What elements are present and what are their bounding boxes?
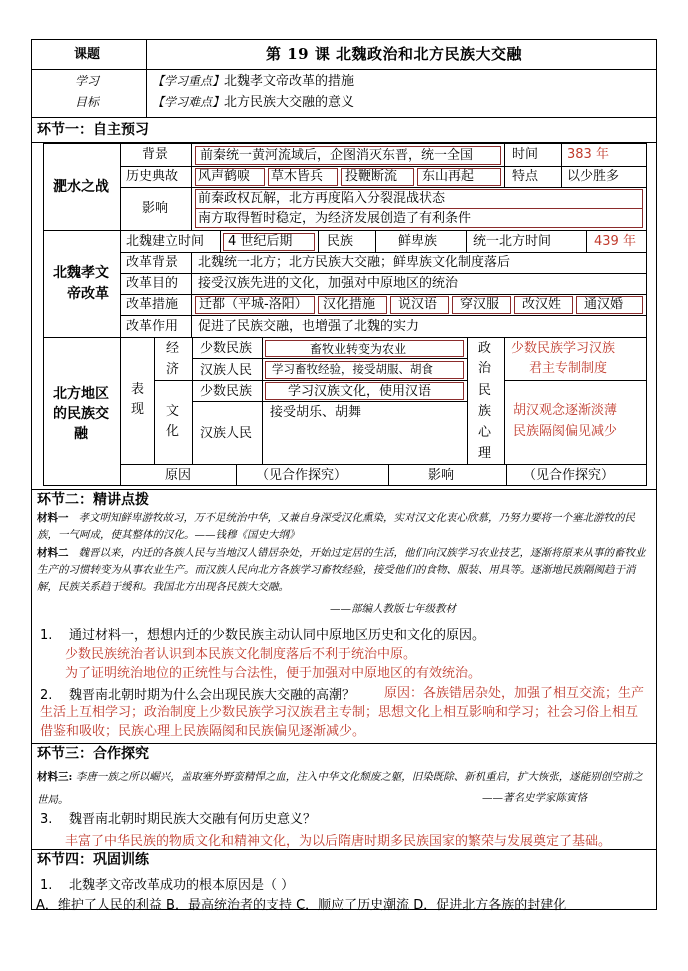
- reform-found-value: 4 世纪后期: [228, 234, 293, 249]
- idiom-1: 风声鹤唳: [198, 169, 251, 184]
- econ-han-value: 学习畜牧经验，接受胡服、胡食: [272, 362, 433, 376]
- material-3-text: 李唐一族之所以崛兴，盖取塞外野蛮精悍之血，注入中华文化颓废之躯，旧染既除、新机重启，扩大恢张，遂能别创空前之世局。: [37, 771, 643, 806]
- reform-ethnic-label: 民族: [327, 234, 354, 249]
- material-3: [37, 766, 647, 812]
- material-2: [37, 545, 647, 596]
- answer-1-2: 为了证明统治地位的正统性与合法性，便于加强对中原地区的有效统治。: [65, 666, 482, 681]
- reform-name-1: 北魏孝文: [53, 265, 109, 281]
- measure-5: 改汉姓: [522, 297, 562, 312]
- politics-label-2: 治: [478, 361, 492, 376]
- politics-value-1: 少数民族学习汉族: [511, 341, 616, 356]
- reform-bg-value: 北魏统一北方；北方民族大交融；鲜卑族文化制度落后: [198, 255, 511, 270]
- fusion-econ-label-1: 经: [166, 341, 180, 356]
- answer-2: 原因：各族错居杂处，加强了相互交流；生产生活上互相学习；政治制度上少数民族学习汉族君主专制；思想文化上相互影响和学习；社会习俗上相互借鉴和吸收；民族心理上民族隔阂和民族偏见逐渐减少。: [40, 686, 645, 739]
- section4-title: 环节四：巩固训练: [37, 852, 149, 868]
- exercise-1: 1. 北魏孝文帝改革成功的根本原因是（ ）: [40, 878, 295, 893]
- reform-name-2: 帝改革: [67, 286, 109, 302]
- focus-text: 北魏孝文帝改革的措施: [224, 74, 355, 89]
- material-1: [37, 510, 647, 544]
- psych-label-4: 理: [478, 446, 492, 461]
- exercise-1-text: 北魏孝文帝改革成功的根本原因是（ ）: [68, 878, 295, 893]
- question-2: 2. 魏晋南北朝时期为什么会出现民族大交融的高潮？: [40, 688, 355, 703]
- politics-label-1: 政: [478, 341, 492, 356]
- material-2-text: 魏晋以来，内迁的各族人民与当地汉人错居杂处，开始过定居的生活，他们向汉族学习农业技艺，逐渐将原来从事的畜牧业生产的习惯转变为从事农业生产。而汉族人民向北方各族学习畜牧经验，接受他们的食物、服装、用具等。逐渐地民族隔阂趋于消解，民族关系趋于缓和。我国北方出现各民族大交融。: [37, 547, 646, 593]
- measure-2: 汉化措施: [323, 297, 376, 312]
- reform-measures-label: 改革措施: [126, 297, 179, 312]
- culture-han-value: 接受胡乐、胡舞: [270, 405, 362, 420]
- material-1-text: 孝文明知鲜卑游牧故习，万不足统治中华，又兼自身深受汉化熏染，实对汉文化衷心欣慕，乃努力要将一个塞北游牧的民族，一气呵成，使其整体的汉化。——钱穆《国史大纲》: [37, 512, 636, 541]
- goals-label-1: 学习: [75, 74, 100, 88]
- reform-found-label: 北魏建立时间: [126, 234, 205, 249]
- fusion-perf-label-1: 表: [131, 382, 145, 397]
- feishui-feature-value: 以少胜多: [567, 169, 620, 184]
- idiom-2: 草木皆兵: [271, 169, 324, 184]
- section2-title: 环节二：精讲点拨: [37, 492, 149, 508]
- psych-label-3: 心: [478, 425, 492, 440]
- reform-unify-value: 439 年: [594, 234, 636, 249]
- fusion-impact-label: 影响: [428, 468, 455, 483]
- material-3-source: ——著名史学家陈寅恪: [482, 792, 587, 804]
- reform-effect-value: 促进了民族交融，也增强了北魏的实力: [198, 319, 420, 334]
- measure-6: 通汉婚: [584, 297, 624, 312]
- page-title: 第 19 课 北魏政治和北方民族大交融: [266, 45, 523, 63]
- feishui-time-label: 时间: [512, 147, 539, 162]
- feishui-time-value: 383 年: [567, 147, 609, 162]
- fusion-name-2: 的民族交: [53, 406, 109, 422]
- fusion-name-1: 北方地区: [53, 386, 109, 402]
- reform-ethnic-value: 鲜卑族: [398, 234, 438, 249]
- reform-unify-label: 统一北方时间: [473, 234, 552, 249]
- question-2-text: 魏晋南北朝时期为什么会出现民族大交融的高潮？: [68, 688, 355, 703]
- feishui-effect-label: 影响: [142, 201, 169, 216]
- answer-1-1: 少数民族统治者认识到本民族文化制度落后不利于统治中原。: [65, 647, 417, 662]
- reform-goal-label: 改革目的: [126, 276, 179, 291]
- answer-3: 丰富了中华民族的物质文化和精神文化，为以后隋唐时期多民族国家的繁荣与发展奠定了基础。: [65, 834, 612, 849]
- feishui-effect-1: 前秦政权瓦解，北方再度陷入分裂混战状态: [198, 191, 446, 206]
- psych-label-2: 族: [478, 404, 492, 419]
- section1-title: 环节一：自主预习: [37, 122, 149, 138]
- question-3-text: 魏晋南北朝时期民族大交融有何历史意义？: [68, 812, 316, 827]
- reform-goal-value: 接受汉族先进的文化，加强对中原地区的统治: [198, 276, 459, 291]
- measure-1: 迁都（平城-洛阳）: [199, 297, 308, 312]
- question-3: 3. 魏晋南北朝时期民族大交融有何历史意义？: [40, 812, 316, 827]
- fusion-culture-label-2: 化: [166, 424, 180, 439]
- culture-minority-value: 学习汉族文化，使用汉语: [288, 384, 432, 399]
- psych-value-1: 胡汉观念逐渐淡薄: [513, 403, 618, 418]
- material-1-tag: 材料一: [37, 512, 69, 524]
- difficulty-text: 北方民族大交融的意义: [224, 95, 355, 110]
- culture-han-label: 汉族人民: [200, 426, 253, 441]
- econ-minority-label: 少数民族: [200, 341, 253, 356]
- fusion-impact-value: （见合作探究）: [523, 468, 615, 483]
- fusion-name-3: 融: [74, 426, 88, 442]
- feishui-bg-label: 背景: [142, 147, 169, 162]
- feishui-idiom-label: 历史典故: [126, 169, 179, 184]
- reform-bg-label: 改革背景: [126, 255, 179, 270]
- fusion-econ-label-2: 济: [166, 362, 180, 377]
- feishui-effect-2: 南方取得暂时稳定，为经济发展创造了有利条件: [198, 211, 472, 226]
- econ-han-label: 汉族人民: [200, 363, 253, 378]
- exercise-1-options: A．维护了人民的利益 B．最高统治者的支持 C．顺应了历史潮流 D．促进北方各族的封建化: [36, 898, 567, 913]
- idiom-3: 投鞭断流: [345, 169, 398, 184]
- material-2-tag: 材料二: [37, 547, 69, 559]
- politics-value-2: 君主专制制度: [529, 361, 608, 376]
- fusion-perf-label-2: 现: [131, 402, 145, 417]
- fusion-culture-label-1: 文: [166, 404, 180, 419]
- measure-3: 说汉语: [398, 297, 438, 312]
- measure-4: 穿汉服: [460, 297, 500, 312]
- fusion-reason-value: （见合作探究）: [256, 468, 348, 483]
- idiom-4: 东山再起: [422, 169, 475, 184]
- material-2-source: ——部编人教版七年级教材: [330, 603, 456, 615]
- econ-minority-value: 畜牧业转变为农业: [310, 342, 407, 356]
- goals-label-2: 目标: [75, 95, 100, 109]
- fusion-reason-label: 原因: [165, 468, 192, 483]
- feishui-feature-label: 特点: [512, 169, 539, 184]
- header-label: 课题: [74, 47, 101, 62]
- question-1-text: 通过材料一，想想内迁的少数民族主动认同中原地区历史和文化的原因。: [68, 628, 485, 643]
- focus-tag: 【学习重点】: [152, 74, 225, 88]
- section3-title: 环节三：合作探究: [37, 746, 149, 762]
- psych-value-2: 民族隔阂偏见减少: [513, 424, 618, 439]
- feishui-bg-text: 前秦统一黄河流域后，企图消灭东晋，统一全国: [200, 148, 474, 163]
- question-1: 1. 通过材料一，想想内迁的少数民族主动认同中原地区历史和文化的原因。: [40, 628, 485, 643]
- goal-difficulty: [152, 96, 354, 109]
- culture-minority-label: 少数民族: [200, 384, 253, 399]
- material-3-tag: 材料三:: [37, 771, 73, 783]
- goal-focus: [152, 75, 354, 88]
- difficulty-tag: 【学习难点】: [152, 95, 225, 109]
- feishui-name: 淝水之战: [53, 179, 109, 195]
- psych-label-1: 民: [478, 383, 492, 398]
- reform-effect-label: 改革作用: [126, 319, 179, 334]
